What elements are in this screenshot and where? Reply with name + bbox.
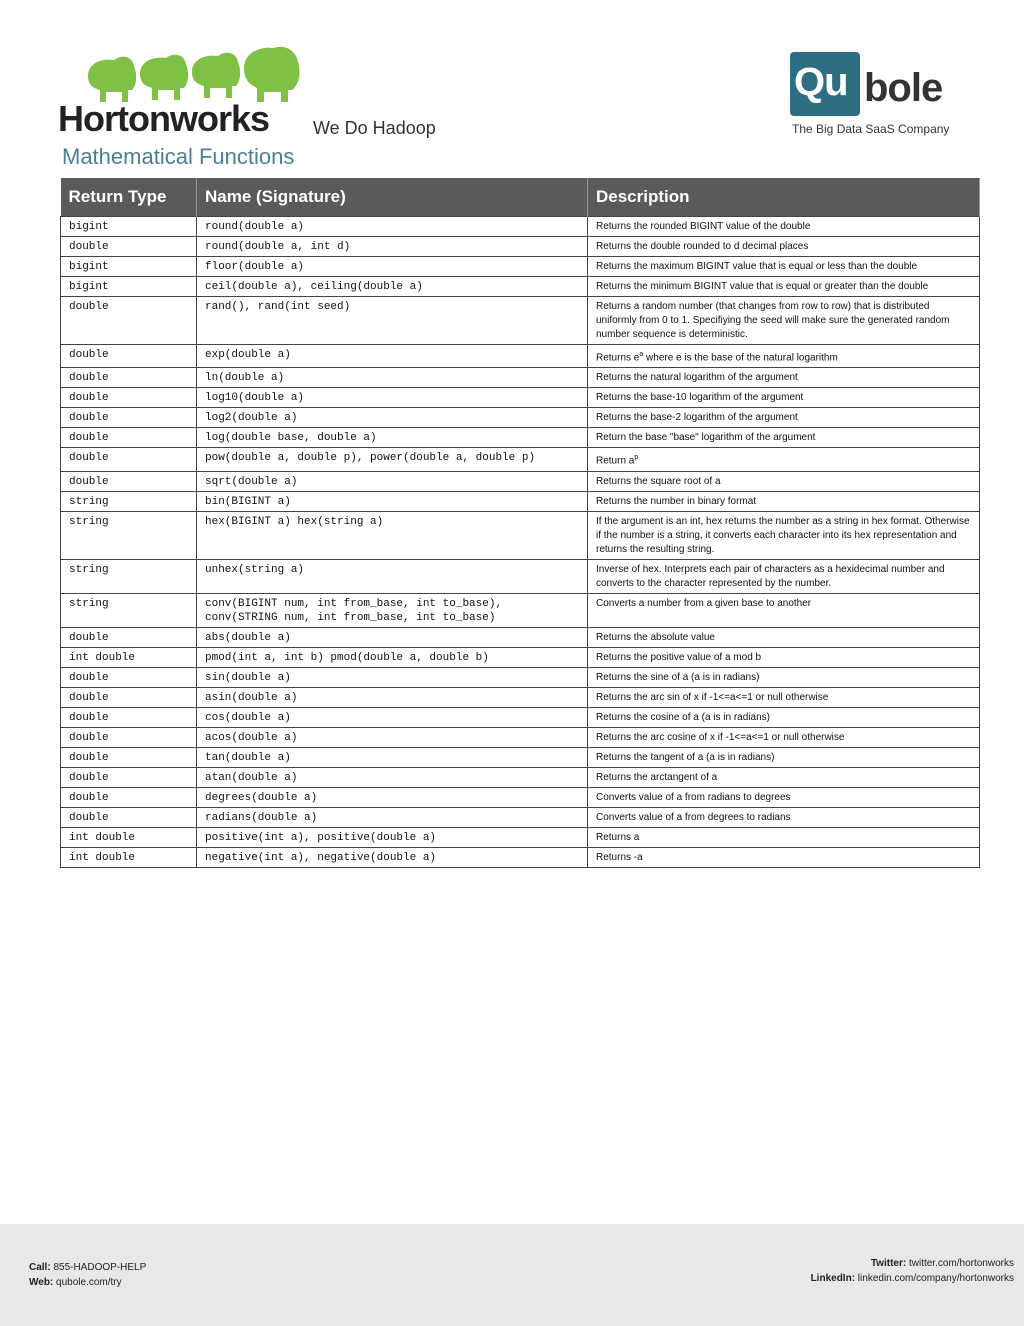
description-cell: Returns the natural logarithm of the argument	[588, 368, 980, 388]
table-row	[61, 627, 980, 647]
description-cell: Converts a number from a given base to another	[588, 593, 980, 627]
description-cell: Returns a random number (that changes from row to row) that is distributed uniformly from 0 to 1. Specifiying the seed will make sure the generated random number sequence is deterministic.	[588, 297, 980, 345]
footer-call: Call: 855-HADOOP-HELP	[29, 1262, 147, 1273]
signature-cell: asin(double a)	[197, 687, 588, 707]
description-cell: Returns the number in binary format	[588, 491, 980, 511]
return-type-cell: double	[61, 297, 197, 345]
footer-twitter: Twitter: twitter.com/hortonworks	[870, 1258, 1014, 1269]
qubole-tagline: The Big Data SaaS Company	[792, 122, 950, 136]
table-row	[61, 297, 980, 345]
table-row	[61, 767, 980, 787]
table-row	[61, 687, 980, 707]
description-cell: Returns the cosine of a (a is in radians)	[588, 707, 980, 727]
table-row	[61, 448, 980, 471]
table-row	[61, 847, 980, 867]
signature-cell: ln(double a)	[197, 368, 588, 388]
phone-number[interactable]: 855-HADOOP-HELP	[50, 1262, 147, 1273]
table-row	[61, 368, 980, 388]
signature-cell: positive(int a), positive(double a)	[197, 827, 588, 847]
signature-cell: ceil(double a), ceiling(double a)	[197, 277, 588, 297]
table-row	[61, 257, 980, 277]
column-header-signature: Name (Signature)	[197, 178, 588, 217]
signature-cell: sin(double a)	[197, 667, 588, 687]
table-row	[61, 707, 980, 727]
table-row	[61, 277, 980, 297]
description-cell: Returns the base-10 logarithm of the argument	[588, 388, 980, 408]
description-cell: Returns the absolute value	[588, 627, 980, 647]
description-cell: If the argument is an int, hex returns the number as a string in hex format. Otherwise if the number is a string, it converts each character into its hex representation and returns the resulting string.	[588, 511, 980, 559]
return-type-cell: double	[61, 368, 197, 388]
description-cell: Inverse of hex. Interprets each pair of characters as a hexidecimal number and converts to the character represented by the number.	[588, 559, 980, 593]
signature-cell: sqrt(double a)	[197, 471, 588, 491]
signature-cell: log10(double a)	[197, 388, 588, 408]
qubole-logo-qu: Qu	[794, 60, 848, 104]
return-type-cell: string	[61, 593, 197, 627]
table-row	[61, 593, 980, 627]
description-cell	[588, 448, 980, 471]
functions-table	[60, 178, 980, 868]
signature-cell: atan(double a)	[197, 767, 588, 787]
description-text: Return a	[596, 455, 635, 467]
signature-cell: log(double base, double a)	[197, 428, 588, 448]
description-cell: Converts value of a from radians to degrees	[588, 787, 980, 807]
return-type-cell: int double	[61, 647, 197, 667]
return-type-cell: double	[61, 787, 197, 807]
description-cell: Returns the maximum BIGINT value that is equal or less than the double	[588, 257, 980, 277]
description-cell: Returns the square root of a	[588, 471, 980, 491]
signature-cell: tan(double a)	[197, 747, 588, 767]
return-type-cell: double	[61, 237, 197, 257]
table-row	[61, 428, 980, 448]
signature-cell: hex(BIGINT a) hex(string a)	[197, 511, 588, 559]
table-row	[61, 827, 980, 847]
table-row	[61, 747, 980, 767]
twitter-link[interactable]: twitter.com/hortonworks	[906, 1258, 1014, 1269]
signature-cell: conv(BIGINT num, int from_base, int to_base), conv(STRING num, int from_base, int to_base)	[197, 593, 588, 627]
signature-cell: floor(double a)	[197, 257, 588, 277]
footer-contact	[29, 1260, 146, 1290]
signature-cell: pow(double a, double p), power(double a, double p)	[197, 448, 588, 471]
table-row	[61, 471, 980, 491]
table-row	[61, 667, 980, 687]
description-cell: Returns the tangent of a (a is in radians)	[588, 747, 980, 767]
table-row	[61, 217, 980, 237]
footer-social	[811, 1256, 1014, 1286]
table-body	[61, 217, 980, 868]
description-cell: Returns the positive value of a mod b	[588, 647, 980, 667]
tagline: We Do Hadoop	[313, 118, 436, 138]
signature-cell: acos(double a)	[197, 727, 588, 747]
signature-cell: exp(double a)	[197, 345, 588, 368]
table-row	[61, 408, 980, 428]
signature-cell: radians(double a)	[197, 807, 588, 827]
qubole-logo-bole: bole	[864, 66, 943, 110]
signature-cell: log2(double a)	[197, 408, 588, 428]
signature-cell: rand(), rand(int seed)	[197, 297, 588, 345]
qubole-logo	[790, 52, 970, 142]
table-row	[61, 388, 980, 408]
description-cell: Returns a	[588, 827, 980, 847]
description-cell: Converts value of a from degrees to radians	[588, 807, 980, 827]
table-row	[61, 727, 980, 747]
return-type-cell: double	[61, 767, 197, 787]
return-type-cell: bigint	[61, 257, 197, 277]
signature-cell: bin(BIGINT a)	[197, 491, 588, 511]
description-superscript: a	[639, 351, 644, 358]
table-row	[61, 345, 980, 368]
return-type-cell: double	[61, 707, 197, 727]
return-type-cell: double	[61, 471, 197, 491]
description-cell: Returns the sine of a (a is in radians)	[588, 667, 980, 687]
table-row	[61, 511, 980, 559]
return-type-cell: double	[61, 727, 197, 747]
table-header-row	[61, 178, 980, 217]
table-row	[61, 807, 980, 827]
hortonworks-logo	[58, 46, 298, 141]
qubole-logo-box	[790, 52, 860, 116]
column-header-return-type: Return Type	[61, 178, 197, 217]
description-cell: Returns the rounded BIGINT value of the double	[588, 217, 980, 237]
signature-cell: round(double a, int d)	[197, 237, 588, 257]
footer-linkedin: LinkedIn: linkedin.com/company/hortonworks	[810, 1273, 1014, 1284]
linkedin-link[interactable]: linkedin.com/company/hortonworks	[855, 1273, 1014, 1284]
description-superscript: p	[634, 454, 639, 462]
return-type-cell: string	[61, 559, 197, 593]
return-type-cell: int double	[61, 827, 197, 847]
return-type-cell: string	[61, 491, 197, 511]
signature-cell: negative(int a), negative(double a)	[197, 847, 588, 867]
return-type-cell: double	[61, 627, 197, 647]
return-type-cell: double	[61, 408, 197, 428]
signature-cell: round(double a)	[197, 217, 588, 237]
hortonworks-wordmark: Hortonworks	[58, 98, 270, 139]
return-type-cell: bigint	[61, 277, 197, 297]
return-type-cell: int double	[61, 847, 197, 867]
page-title: Mathematical Functions	[62, 144, 295, 169]
footer	[0, 1224, 1024, 1326]
return-type-cell: double	[61, 747, 197, 767]
signature-cell: unhex(string a)	[197, 559, 588, 593]
return-type-cell: double	[61, 807, 197, 827]
description-cell: Returns the double rounded to d decimal places	[588, 237, 980, 257]
description-cell: Returns the arc sin of x if -1<=a<=1 or null otherwise	[588, 687, 980, 707]
return-type-cell: double	[61, 428, 197, 448]
column-header-description: Description	[588, 178, 980, 217]
table-row	[61, 559, 980, 593]
return-type-cell: string	[61, 511, 197, 559]
return-type-cell: double	[61, 667, 197, 687]
signature-cell: abs(double a)	[197, 627, 588, 647]
description-cell: Returns the base-2 logarithm of the argument	[588, 408, 980, 428]
description-text-tail: where e is the base of the natural logarithm	[643, 352, 838, 364]
return-type-cell: double	[61, 448, 197, 471]
footer-web: Web: qubole.com/try	[29, 1277, 122, 1288]
description-text: Returns e	[596, 352, 640, 364]
signature-cell: cos(double a)	[197, 707, 588, 727]
description-cell: Returns -a	[588, 847, 980, 867]
description-cell	[588, 345, 980, 368]
table-row	[61, 787, 980, 807]
return-type-cell: double	[61, 687, 197, 707]
signature-cell: pmod(int a, int b) pmod(double a, double b)	[197, 647, 588, 667]
description-cell: Returns the arctangent of a	[588, 767, 980, 787]
web-link[interactable]: qubole.com/try	[53, 1277, 122, 1288]
elephant-herd-icon	[84, 46, 304, 104]
description-cell: Return the base "base" logarithm of the argument	[588, 428, 980, 448]
description-cell: Returns the minimum BIGINT value that is equal or greater than the double	[588, 277, 980, 297]
description-cell: Returns the arc cosine of x if -1<=a<=1 or null otherwise	[588, 727, 980, 747]
table-row	[61, 647, 980, 667]
return-type-cell: double	[61, 345, 197, 368]
signature-cell: degrees(double a)	[197, 787, 588, 807]
return-type-cell: bigint	[61, 217, 197, 237]
return-type-cell: double	[61, 388, 197, 408]
table-row	[61, 491, 980, 511]
table-row	[61, 237, 980, 257]
